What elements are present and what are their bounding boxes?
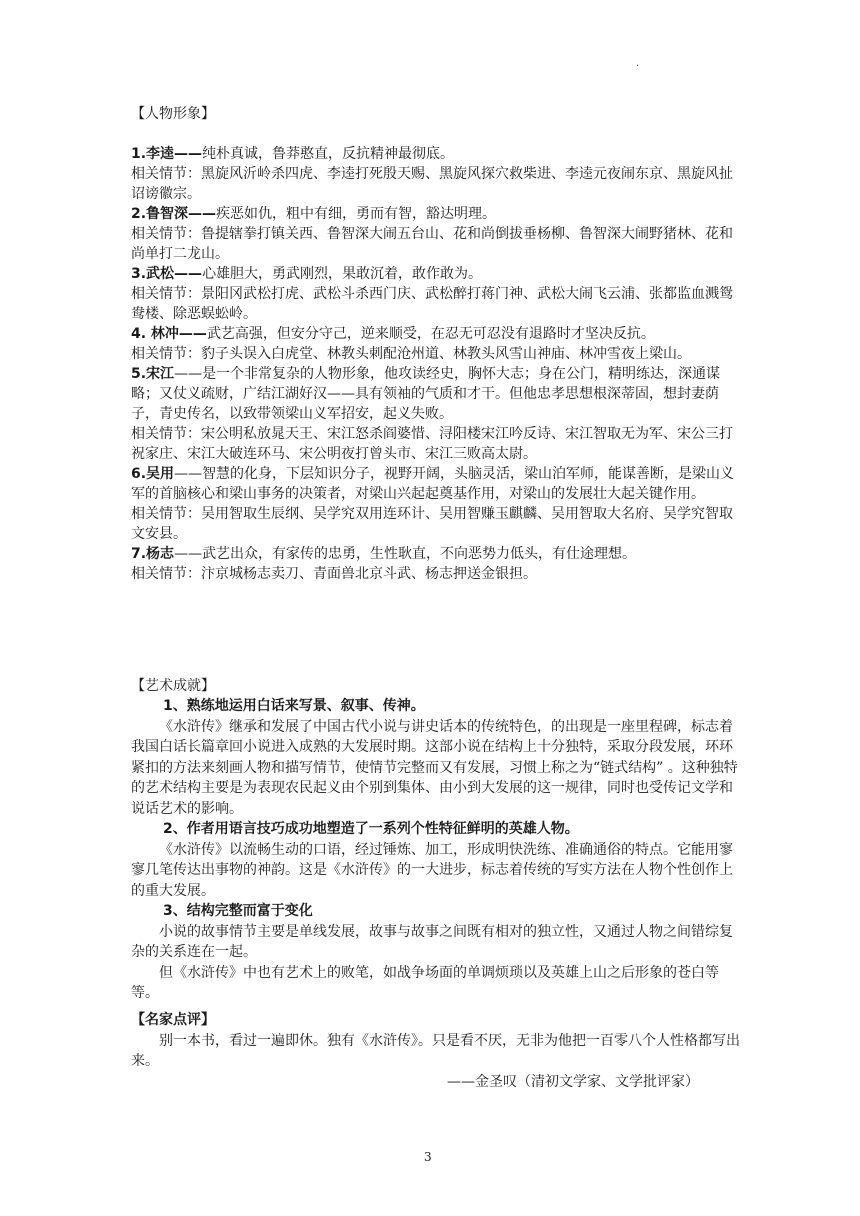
characters-list	[131, 144, 741, 584]
page-number: 3	[424, 1150, 432, 1164]
character-entry	[131, 324, 741, 344]
critic-quote: 别一本书，看过一遍即休。独有《水浒传》。只是看不厌，无非为他把一百零八个人性格都写出来。	[131, 1032, 740, 1069]
related-plots: 相关情节：宋公明私放晁天王、宋江怒杀阎婆惜、浔阳楼宋江吟反诗、宋江智取无为军、宋公三打祝家庄、宋江大破连环马、宋公明夜打曾头市、宋江三败高太尉。	[131, 426, 733, 462]
art-section-title: 【艺术成就】	[131, 678, 215, 694]
character-name: 3.武松——	[131, 266, 203, 282]
art-paragraph-3: 小说的故事情节主要是单线发展，故事与故事之间既有相对的独立性，又通过人物之间错综复杂的关系连在一起。	[131, 923, 733, 960]
related-plots: 相关情节：黑旋风沂岭杀四虎、李逵打死殷天赐、黑旋风探穴救柴进、李逵元夜闹东京、黑旋风扯诏谤徽宗。	[131, 166, 733, 202]
character-name: 5.宋江	[131, 366, 175, 382]
character-desc: 疾恶如仇，粗中有细，勇而有智，豁达明理。	[216, 206, 497, 222]
related-plots: 相关情节：汴京城杨志卖刀、青面兽北京斗武、杨志押送金银担。	[131, 566, 537, 582]
art-paragraph-4: 但《水浒传》中也有艺术上的败笔，如战争场面的单调烦琐以及英雄上山之后形象的苍白等等。	[131, 964, 719, 1001]
character-entry	[131, 144, 741, 164]
character-desc: ——武艺出众，有家传的忠勇，生性耿直，不向恶势力低头，有仕途理想。	[174, 546, 637, 562]
critic-section	[131, 1010, 741, 1092]
character-name: 7.杨志	[131, 546, 175, 562]
character-name: 6.吴用	[131, 466, 175, 482]
character-desc: 武艺高强，但安分守己，逆来顺受，在忍无可忍没有退路时才坚决反抗。	[206, 326, 655, 342]
top-mark: .	[636, 58, 640, 69]
character-entry	[131, 464, 741, 504]
character-name: 4. 林冲——	[131, 326, 207, 342]
art-paragraph-1: 《水浒传》继承和发展了中国古代小说与讲史话本的传统特色，的出现是一座里程碑，标志着我国白话长篇章回小说进入成熟的大发展时期。这部小说在结构上十分独特，采取分段发展，环环紧扣的方法来刻画人物和描写情节，使情节完整而又有发展，习惯上称之为“链式结构” 。这种独特的艺术结构主要是为表现农民起义由个别到集体、由小到大发展的这一规律，同时也受传记文学和说话艺术的影响。	[131, 718, 738, 817]
art-heading-3: 3、结构完整而富于变化	[163, 903, 313, 919]
character-desc: 心雄胆大，勇武刚烈，果敢沉着，敢作敢为。	[202, 266, 483, 282]
character-entry	[131, 204, 741, 224]
critic-section-title: 【名家点评】	[131, 1012, 215, 1028]
character-entry	[131, 544, 741, 564]
character-desc: 纯朴真诚，鲁莽憨直，反抗精神最彻底。	[202, 146, 455, 162]
character-desc: ——智慧的化身，下层知识分子，视野开阔，头脑灵活，梁山泊军师，能谋善断，是梁山义军的首脑核心和梁山事务的决策者，对梁山兴起起奠基作用，对梁山的发展壮大起关键作用。	[131, 466, 735, 502]
related-plots: 相关情节：豹子头误入白虎堂、林教头刺配沧州道、林教头风雪山神庙、林冲雪夜上梁山。	[131, 346, 691, 362]
related-plots: 相关情节：鲁提辖拳打镇关西、鲁智深大闹五台山、花和尚倒拔垂杨柳、鲁智深大闹野猪林、花和尚单打二龙山。	[131, 226, 733, 262]
related-plots: 相关情节：景阳冈武松打虎、武松斗杀西门庆、武松醉打蒋门神、武松大闹飞云浦、张都监血溅鸳鸯楼、除恶蜈蚣岭。	[131, 286, 733, 322]
character-entry	[131, 264, 741, 284]
character-name: 1.李逵——	[131, 146, 203, 162]
art-heading-2: 2、作者用语言技巧成功地塑造了一系列个性特征鲜明的英雄人物。	[163, 821, 579, 837]
related-plots: 相关情节：吴用智取生辰纲、吴学究双用连环计、吴用智赚玉麒麟、吴用智取大名府、吴学究智取文安县。	[131, 506, 733, 542]
character-name: 2.鲁智深——	[131, 206, 217, 222]
art-section-body	[131, 696, 741, 1004]
art-heading-1: 1、熟练地运用白话来写景、叙事、传神。	[163, 698, 425, 714]
art-paragraph-2: 《水浒传》以流畅生动的口语，经过锤炼、加工，形成明快洗练、准确通俗的特点。它能用寥寥几笔传达出事物的神韵。这是《水浒传》的一大进步，标志着传统的写实方法在人物个性创作上的重大发展。	[131, 841, 733, 899]
critic-attribution: ——金圣叹（清初文学家、文学批评家）	[447, 1073, 699, 1090]
character-entry	[131, 364, 741, 424]
characters-section-title: 【人物形象】	[131, 106, 215, 122]
character-desc: ——是一个非常复杂的人物形象，他攻读经史，胸怀大志；身在公门，精明练达，深通谋略；又仗义疏财，广结江湖好汉——具有领袖的气质和才干。但他忠孝思想根深蒂固，想封妻荫子，青史传名，以致带领梁山义军招安，起义失败。	[131, 366, 721, 422]
